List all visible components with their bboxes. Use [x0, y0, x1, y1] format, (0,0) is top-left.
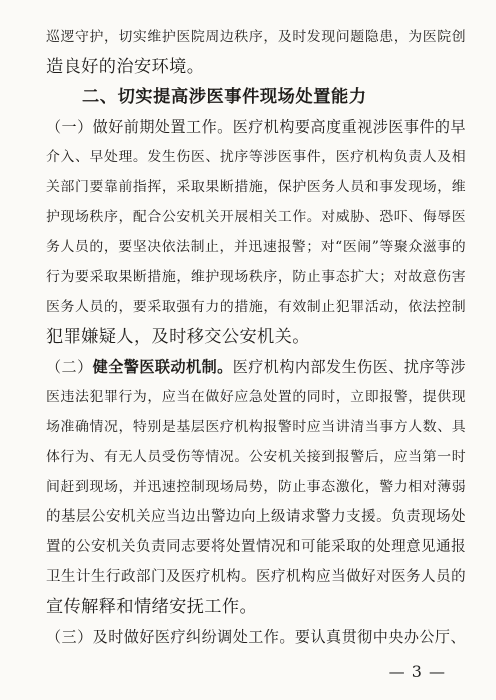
- subsection-2-title: 健全警医联动机制。: [92, 358, 233, 376]
- body-line-1: 巡逻守护，切实维护医院周边秩序，及时发现问题隐患，为医院创: [46, 29, 466, 45]
- body-line-6: 关部门要靠前指挥，采取果断措施，保护医务人员和事发现场，维: [46, 179, 466, 195]
- page-number: — 3 —: [388, 662, 446, 681]
- body-line-4: （一）做好前期处置工作。医疗机构要高度重视涉医事件的早: [46, 118, 466, 136]
- body-line-15: 体行为、有无人员受伤等情况。公安机关接到报警后，应当第一时: [46, 449, 466, 465]
- body-line-20: 宣传解释和情绪安抚工作。: [46, 597, 258, 617]
- body-line-12: [46, 352, 466, 382]
- body-line-7: 护现场秩序，配合公安机关开展相关工作。对威胁、恐吓、侮辱医: [46, 209, 466, 225]
- subsection-2-text: 医疗机构内部发生伤医、扰序等涉: [232, 358, 466, 376]
- body-line-18: 置的公安机关负责同志要将处置情况和可能采取的处理意见通报: [46, 539, 466, 555]
- body-line-16: 间赶到现场，并迅速控制现场局势，防止事态激化，警力相对薄弱: [46, 479, 466, 495]
- body-line-2: 造良好的治安环境。: [46, 57, 205, 77]
- body-line-11: 犯罪嫌疑人，及时移交公安机关。: [46, 327, 310, 347]
- body-line-5: 介入、早处理。发生伤医、扰序等涉医事件，医疗机构负责人及相: [46, 149, 466, 165]
- body-line-21: （三）及时做好医疗纠纷调处工作。要认真贯彻中央办公厅、: [46, 628, 466, 646]
- body-line-19: 卫生计生行政部门及医疗机构。医疗机构应当做好对医务人员的: [46, 569, 466, 585]
- section-heading: 二、切实提高涉医事件现场处置能力: [82, 87, 367, 107]
- document-body: [46, 22, 466, 652]
- body-line-13: 医违法犯罪行为，应当在做好应急处置的同时，立即报警，提供现: [46, 389, 466, 405]
- body-line-10: 医务人员的，要采取强有力的措施，有效制止犯罪活动，依法控制: [46, 299, 466, 315]
- body-line-9: 行为要采取果断措施，维护现场秩序，防止事态扩大；对故意伤害: [46, 269, 466, 285]
- body-line-14: 场准确情况，特别是基层医疗机构报警时应当讲清当事方人数、具: [46, 419, 466, 435]
- body-line-17: 的基层公安机关应当边出警边向上级请求警力支援。负责现场处: [46, 509, 466, 525]
- body-line-8: 务人员的，要坚决依法制止，并迅速报警；对“医闹”等聚众滋事的: [46, 239, 466, 255]
- subsection-2-lead: （二）: [46, 358, 93, 376]
